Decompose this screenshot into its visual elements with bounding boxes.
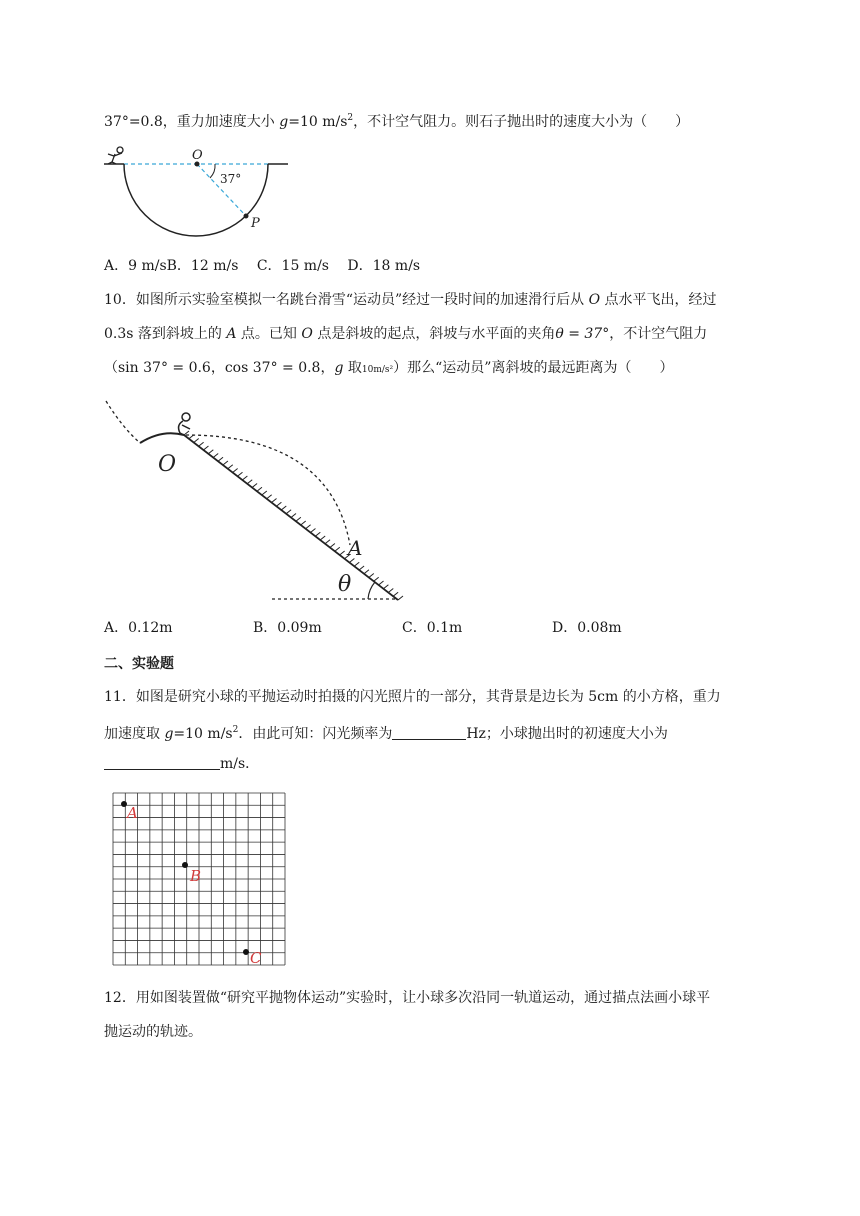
q10-option-d: D．0.08m: [552, 620, 622, 636]
point-p: [244, 214, 249, 219]
q10-stem-line-2: [104, 324, 707, 344]
g-symbol: g: [279, 114, 289, 130]
label-angle: 37°: [220, 172, 242, 186]
q10-text: （: [104, 360, 118, 376]
hatch-mark: [252, 484, 257, 488]
section-title: 二、实验题: [104, 656, 174, 672]
q10-text: 取: [343, 360, 362, 376]
sin-expression: sin 37° = 0.6: [118, 360, 211, 376]
hatch-mark: [310, 529, 315, 533]
hatch-mark: [267, 495, 272, 499]
hatch-mark: [330, 544, 335, 548]
hatch-mark: [325, 540, 330, 544]
q11-text: Hz；小球抛出时的初速度大小为: [466, 726, 668, 742]
label-a: A: [127, 804, 138, 822]
q9-hemisphere-figure: [100, 140, 300, 250]
hatch-mark: [315, 532, 320, 536]
point-b-dot: [182, 862, 188, 868]
label-b: B: [190, 867, 202, 885]
hatch-mark: [306, 525, 311, 529]
q9-text: 37°=0.8，重力加速度大小: [104, 114, 280, 130]
q11-stem-line-2: [104, 720, 668, 744]
hatch-mark: [335, 547, 340, 551]
label-a: A: [348, 536, 363, 560]
slope-hatching: [184, 431, 403, 600]
hatch-mark: [379, 581, 384, 585]
q12-stem-line-2: 抛运动的轨迹。: [104, 1024, 202, 1040]
hemisphere-arc: [124, 164, 268, 236]
hatch-mark: [208, 450, 213, 454]
q11-stem-line-3: [104, 754, 259, 774]
label-theta: θ: [338, 572, 352, 597]
approach-dashed-curve: [106, 401, 140, 443]
q12-stem-line-1: 12．用如图装置做“研究平抛物体运动”实验时，让小球多次沿同一轨道运动，通过描点法画小球平: [104, 990, 711, 1006]
hatch-mark: [247, 480, 252, 484]
theta-expression: θ = 37°: [555, 326, 610, 342]
hatch-mark: [388, 589, 393, 593]
hatch-mark: [238, 472, 243, 476]
q11-text: ．由此可知：闪光频率为: [238, 726, 393, 742]
hatch-mark: [257, 487, 262, 491]
o-symbol: O: [301, 326, 313, 342]
label-o: O: [192, 148, 203, 163]
o-symbol: O: [588, 292, 601, 308]
hatch-mark: [242, 476, 247, 480]
hatch-mark: [301, 521, 306, 525]
q10-text: 10．如图所示实验室模拟一名跳台滑雪“运动员”经过一段时间的加速滑行后从: [104, 292, 589, 308]
hatch-mark: [359, 566, 364, 570]
hatch-mark: [369, 574, 374, 578]
angle-arc: [368, 582, 375, 599]
hatch-mark: [281, 506, 286, 510]
a-symbol: A: [226, 326, 237, 342]
q10-text: 点。已知: [236, 326, 302, 342]
hatch-mark: [320, 536, 325, 540]
frequency-answer-blank: [392, 725, 466, 740]
hatch-mark: [286, 510, 291, 514]
q11-text: 加速度取: [104, 726, 165, 742]
q10-ski-jump-figure: [100, 395, 410, 610]
hatch-mark: [340, 551, 345, 555]
hatch-mark: [213, 454, 218, 458]
hatch-mark: [364, 570, 369, 574]
g-symbol: g: [334, 360, 344, 376]
hatch-mark: [194, 439, 199, 443]
hatch-mark: [354, 562, 359, 566]
q9-text: ，不计空气阻力。则石子抛出时的速度大小为（ ）: [353, 114, 690, 130]
hatch-mark: [276, 502, 281, 506]
hatch-mark: [233, 469, 238, 473]
hatch-mark: [272, 499, 277, 503]
superscript: 2: [347, 113, 354, 123]
q10-text: ，: [210, 360, 225, 376]
label-c: C: [250, 949, 262, 967]
label-o: O: [158, 452, 177, 477]
superscript: 2: [232, 725, 239, 735]
q11-text: m/s．: [220, 756, 260, 772]
q10-option-b: B．0.09m: [253, 620, 322, 636]
q10-stem-line-3: [104, 358, 673, 380]
thrower-figure-icon: [108, 147, 123, 164]
cos-expression: cos 37° = 0.8: [224, 360, 321, 376]
hatch-mark: [296, 517, 301, 521]
hatch-mark: [223, 461, 228, 465]
hatch-mark: [199, 442, 204, 446]
q11-stem-line-1: 11．如图是研究小球的平抛运动时拍摄的闪光照片的一部分，其背景是边长为 5cm 的小方格，重力: [104, 689, 721, 705]
q9-stem-line: [104, 108, 689, 132]
point-c-dot: [243, 949, 249, 955]
approach-ramp: [140, 433, 184, 443]
q10-text: ，: [320, 360, 335, 376]
hatch-mark: [228, 465, 233, 469]
q11-text: =10 m/s: [173, 726, 233, 742]
velocity-answer-blank: [104, 755, 220, 770]
q10-text: ）那么“运动员”离斜坡的最远距离为（ ）: [393, 360, 674, 376]
q10-text: 点水平飞出，经过: [600, 292, 717, 308]
q10-option-a: A．0.12m: [104, 620, 173, 636]
q9-options: A．9 m/sB．12 m/s C．15 m/s D．18 m/s: [104, 258, 421, 274]
hatch-mark: [374, 577, 379, 581]
q10-option-c: C．0.1m: [402, 620, 463, 636]
q9-text: =10 m/s: [288, 114, 348, 130]
hatch-mark: [383, 585, 388, 589]
q10-stem-line-1: [104, 290, 717, 310]
q10-text: ，不计空气阻力: [609, 326, 708, 342]
q10-text: 点是斜坡的起点，斜坡与水平面的夹角: [312, 326, 556, 342]
q10-text: 0.3s 落到斜坡上的: [104, 326, 227, 342]
g-symbol: g: [164, 726, 174, 742]
hatch-mark: [218, 457, 223, 461]
label-p: P: [251, 216, 260, 231]
angle-arc: [210, 164, 215, 178]
hatch-mark: [291, 514, 296, 518]
hatch-mark: [262, 491, 267, 495]
hatch-mark: [398, 596, 403, 600]
hatch-mark: [203, 446, 208, 450]
q11-grid-figure: [113, 793, 285, 965]
hatch-mark: [393, 592, 398, 596]
g-value: 10m/s²: [361, 365, 394, 375]
